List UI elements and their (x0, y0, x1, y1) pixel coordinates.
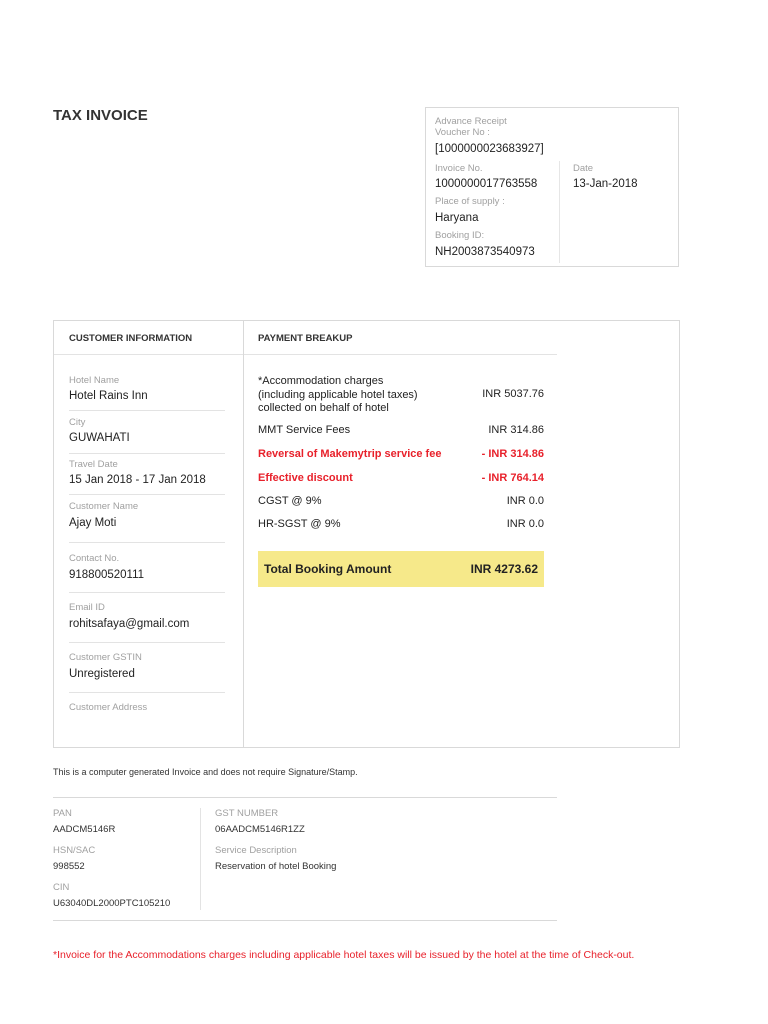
hsn-value: 998552 (53, 861, 85, 872)
place-of-supply-label: Place of supply : (435, 196, 505, 207)
place-of-supply-value: Haryana (435, 212, 479, 224)
date-value: 13-Jan-2018 (573, 178, 638, 190)
customer-gstin-label: Customer GSTIN (69, 652, 142, 663)
city-label: City (69, 417, 86, 428)
gst-number-label: GST NUMBER (215, 808, 279, 819)
customer-header-rule (54, 354, 243, 355)
voucher-divider (559, 161, 560, 263)
payment-row-reversal (258, 448, 544, 460)
customer-gstin-value: Unregistered (69, 668, 135, 680)
payment-row-value: INR 0.0 (506, 495, 544, 507)
payment-row-mmt-fees (258, 424, 544, 436)
field-divider (69, 592, 225, 593)
date-label: Date (573, 163, 594, 174)
payment-row-label: CGST @ 9% (258, 495, 322, 507)
total-booking-amount (258, 551, 544, 587)
field-divider (69, 494, 225, 495)
payment-row-label: *Accommodation charges (including applicable hotel taxes) collected on behalf of hotel (258, 375, 418, 414)
payment-row-label: HR-SGST @ 9% (258, 518, 341, 530)
payment-row-value: - INR 314.86 (481, 448, 544, 460)
payment-row-value: INR 5037.76 (482, 388, 544, 400)
invoice-no-label: Invoice No. (435, 163, 483, 174)
column-separator (243, 321, 244, 748)
payment-row-label: Reversal of Makemytrip service fee (258, 448, 442, 460)
total-label: Total Booking Amount (264, 562, 392, 576)
page-title: TAX INVOICE (53, 107, 148, 124)
service-description-label: Service Description (215, 845, 297, 856)
field-divider (69, 410, 225, 411)
invoice-no-value: 1000000017763558 (435, 178, 538, 190)
contact-no-label: Contact No. (69, 553, 120, 564)
payment-row-value: INR 0.0 (506, 518, 544, 530)
field-divider (69, 453, 225, 454)
hotel-name-value: Hotel Rains Inn (69, 390, 148, 402)
travel-date-value: 15 Jan 2018 - 17 Jan 2018 (69, 474, 206, 486)
booking-id-value: NH2003873540973 (435, 246, 535, 258)
computer-generated-note: This is a computer generated Invoice and does not require Signature/Stamp. (53, 767, 358, 777)
email-value: rohitsafaya@gmail.com (69, 618, 190, 630)
cin-value: U63040DL2000PTC105210 (53, 898, 171, 909)
customer-address-label: Customer Address (69, 702, 148, 713)
payment-row-discount (258, 472, 544, 484)
tax-section-top-rule (53, 797, 557, 798)
service-description-value: Reservation of hotel Booking (215, 861, 337, 872)
payment-breakup-header: PAYMENT BREAKUP (258, 333, 353, 344)
customer-name-label: Customer Name (69, 501, 139, 512)
pan-label: PAN (53, 808, 72, 819)
total-value: INR 4273.62 (470, 562, 538, 576)
email-label: Email ID (69, 602, 105, 613)
payment-row-sgst (258, 518, 544, 530)
customer-name-value: Ajay Moti (69, 517, 117, 529)
voucher-box (425, 107, 679, 267)
contact-no-value: 918800520111 (69, 569, 145, 581)
pan-value: AADCM5146R (53, 824, 116, 835)
cin-label: CIN (53, 882, 70, 893)
payment-row-label: MMT Service Fees (258, 424, 351, 436)
tax-section-divider (200, 808, 201, 910)
hsn-label: HSN/SAC (53, 845, 96, 856)
booking-id-label: Booking ID: (435, 230, 485, 241)
field-divider (69, 542, 225, 543)
payment-row-value: INR 314.86 (488, 424, 544, 436)
advance-receipt-label: Advance Receipt Voucher No : (435, 116, 507, 138)
customer-info-header: CUSTOMER INFORMATION (69, 333, 193, 344)
payment-header-rule (244, 354, 557, 355)
hotel-name-label: Hotel Name (69, 375, 120, 386)
gst-number-value: 06AADCM5146R1ZZ (215, 824, 305, 835)
field-divider (69, 642, 225, 643)
tax-section-bottom-rule (53, 920, 557, 921)
payment-row-cgst (258, 495, 544, 507)
payment-row-value: - INR 764.14 (481, 472, 544, 484)
payment-row-accommodation (258, 375, 544, 416)
travel-date-label: Travel Date (69, 459, 118, 470)
field-divider (69, 692, 225, 693)
invoice-details-box (53, 320, 680, 748)
checkout-invoice-note: *Invoice for the Accommodations charges including applicable hotel taxes will be issued by the hotel at the time of Check-out. (53, 949, 635, 961)
advance-receipt-value: [1000000023683927] (435, 143, 544, 155)
city-value: GUWAHATI (69, 432, 130, 444)
payment-row-label: Effective discount (258, 472, 353, 484)
